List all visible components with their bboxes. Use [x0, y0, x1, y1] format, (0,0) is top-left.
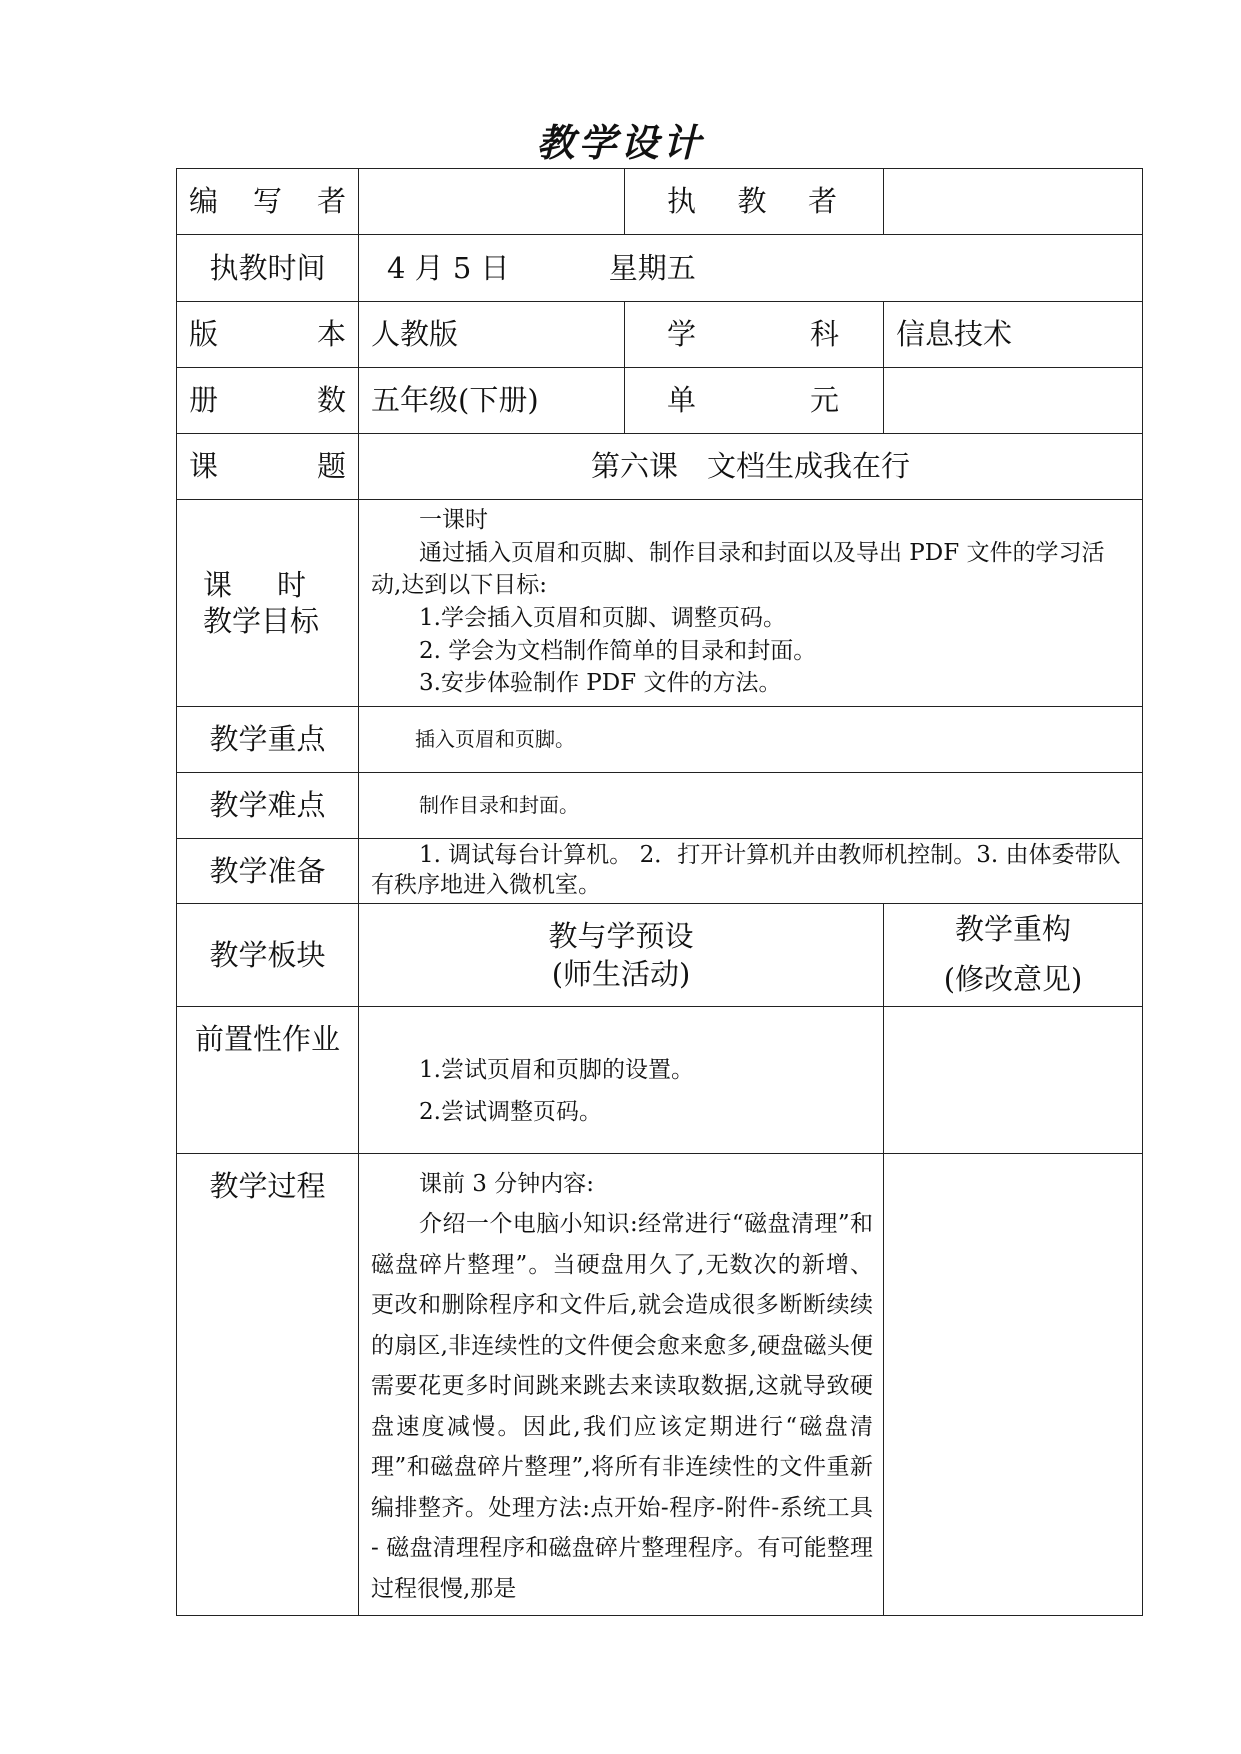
rebuild-process — [884, 1153, 1143, 1615]
label-time: 执教时间 — [177, 235, 359, 302]
value-subject: 信息技术 — [884, 302, 1143, 368]
value-volume: 五年级(下册) — [359, 368, 625, 434]
homework-item: 1.尝试页眉和页脚的设置。 — [419, 1056, 694, 1083]
row-preparation — [177, 838, 1143, 903]
row-process — [177, 1153, 1143, 1615]
label-pre-homework: 前置性作业 — [177, 1006, 359, 1153]
label-difficulties: 教学难点 — [177, 772, 359, 838]
label-key-points: 教学重点 — [177, 706, 359, 772]
label-objectives: 课 时 教学目标 — [177, 500, 359, 707]
lesson-plan-table — [176, 168, 1143, 1616]
value-key-points: 插入页眉和页脚。 — [359, 706, 1143, 772]
label-subject: 学 科 — [625, 302, 884, 368]
row-section-header — [177, 903, 1143, 1006]
objective-item: 1.学会插入页眉和页脚、调整页码。 — [419, 604, 786, 631]
value-unit — [884, 368, 1143, 434]
value-preparation: 1. 调试每台计算机。 2．打开计算机并由教师机控制。3. 由体委带队有秩序地进入微机室。 — [359, 838, 1143, 903]
label-volume: 册 数 — [177, 368, 359, 434]
value-time — [359, 235, 1143, 302]
row-topic — [177, 434, 1143, 500]
document-title: 教学设计 — [536, 120, 705, 165]
value-date: 4 月 5 日 — [387, 250, 510, 285]
row-volume — [177, 368, 1143, 434]
label-topic: 课 题 — [177, 434, 359, 500]
process-body: 介绍一个电脑小知识:经常进行“磁盘清理”和磁盘碎片整理”。当硬盘用久了,无数次的新增、更改和删除程序和文件后,就会造成很多断断续续的扇区,非连续性的文件便会愈来愈多,硬盘磁头便需要花更多时间跳来跳去来读取数据,这就导致硬盘速度减慢。因此,我们应该定期进行“磁盘清理”和磁盘碎片整理”,将所有非连续性的文件重新编排整齐。处理方法:点开始-程序-附件-系统工具 - 磁盘清理程序和磁盘碎片整理程序。有可能整理过程很慢,那是 — [371, 1211, 874, 1602]
row-author — [177, 169, 1143, 235]
value-objectives — [359, 500, 1143, 707]
value-process — [359, 1153, 884, 1615]
objectives-intro: 通过插入页眉和页脚、制作目录和封面以及导出 PDF 文件的学习活动,达到以下目标: — [371, 539, 1105, 599]
value-difficulties: 制作目录和封面。 — [359, 772, 1143, 838]
value-topic: 第六课 文档生成我在行 — [359, 434, 1143, 500]
label-author: 编 写 者 — [177, 169, 359, 235]
rebuild-pre-homework — [884, 1006, 1143, 1153]
plan-header: 教与学预设 (师生活动) — [359, 903, 884, 1006]
value-edition: 人教版 — [359, 302, 625, 368]
value-pre-homework — [359, 1006, 884, 1153]
objective-item: 3.安步体验制作 PDF 文件的方法。 — [419, 670, 782, 697]
value-author — [359, 169, 625, 235]
process-heading: 课前 3 分钟内容: — [419, 1170, 595, 1197]
label-edition: 版 本 — [177, 302, 359, 368]
row-objectives — [177, 500, 1143, 707]
value-teacher — [884, 169, 1143, 235]
row-time — [177, 235, 1143, 302]
row-pre-homework — [177, 1006, 1143, 1153]
label-process: 教学过程 — [177, 1153, 359, 1615]
label-teacher: 执 教 者 — [625, 169, 884, 235]
label-section: 教学板块 — [177, 903, 359, 1006]
value-weekday: 星期五 — [608, 250, 696, 285]
row-key-points — [177, 706, 1143, 772]
row-edition — [177, 302, 1143, 368]
objectives-period: 一课时 — [419, 507, 488, 533]
rebuild-header: 教学重构 (修改意见) — [884, 903, 1143, 1006]
objective-item: 2. 学会为文档制作简单的目录和封面。 — [419, 637, 817, 664]
label-preparation: 教学准备 — [177, 838, 359, 903]
row-difficulties — [177, 772, 1143, 838]
label-unit: 单 元 — [625, 368, 884, 434]
homework-item: 2.尝试调整页码。 — [419, 1098, 602, 1125]
